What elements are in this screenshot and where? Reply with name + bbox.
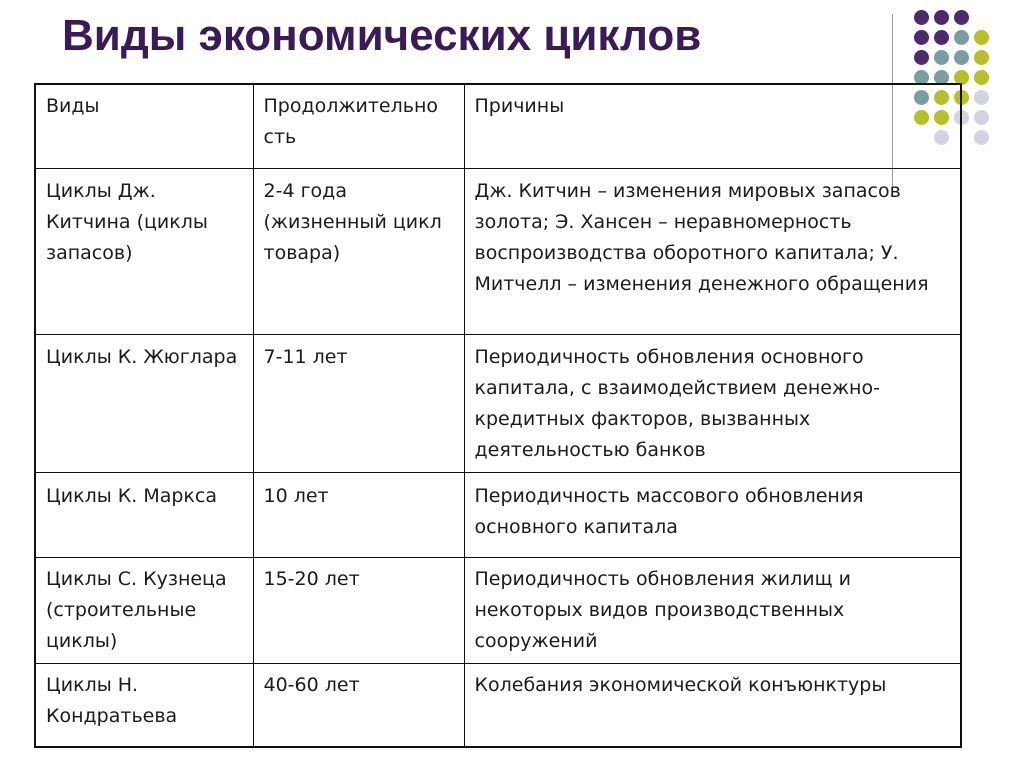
slide-title: Виды экономических циклов [62, 11, 702, 60]
table-row [35, 169, 961, 335]
table-row [35, 473, 961, 558]
decorative-dot [954, 50, 969, 65]
cell-type: Циклы К. Жюглара [35, 335, 253, 473]
cell-causes: Колебания экономической конъюнктуры [464, 664, 961, 748]
decorative-dot [974, 130, 989, 145]
decorative-dot [974, 110, 989, 125]
table-row [35, 664, 961, 748]
header-cell-type: Виды [35, 84, 253, 169]
cell-duration: 40-60 лет [253, 664, 464, 748]
decorative-dot [934, 30, 949, 45]
cell-duration: 15-20 лет [253, 558, 464, 664]
table-row [35, 558, 961, 664]
cell-duration: 7-11 лет [253, 335, 464, 473]
cell-causes: Периодичность массового обновления основного капитала [464, 473, 961, 558]
cell-type: Циклы Н. Кондратьева [35, 664, 253, 748]
cell-duration: 10 лет [253, 473, 464, 558]
cell-causes: Периодичность обновления основного капитала, с взаимодействием денежно-кредитных факторов, вызванных деятельностью банков [464, 335, 961, 473]
decorative-dot [974, 70, 989, 85]
cell-type: Циклы К. Маркса [35, 473, 253, 558]
header-cell-causes: Причины [464, 84, 961, 169]
decorative-dot [934, 50, 949, 65]
cell-type: Циклы С. Кузнеца (строительные циклы) [35, 558, 253, 664]
economic-cycles-table [34, 83, 962, 748]
decorative-dot [934, 10, 949, 25]
cell-causes: Дж. Китчин – изменения мировых запасов золота; Э. Хансен – неравномерность воспроизводства оборотного капитала; У. Митчелл – изменения денежного обращения [464, 169, 961, 335]
table-row [35, 335, 961, 473]
decorative-dot [974, 50, 989, 65]
decorative-dot [954, 10, 969, 25]
decorative-dot [914, 50, 929, 65]
decorative-dot [974, 90, 989, 105]
decorative-dot [974, 30, 989, 45]
decorative-dot [914, 30, 929, 45]
decorative-dot [954, 30, 969, 45]
cell-duration: 2-4 года (жизненный цикл товара) [253, 169, 464, 335]
decorative-dot [914, 10, 929, 25]
cell-causes: Периодичность обновления жилищ и некоторых видов производственных сооружений [464, 558, 961, 664]
cell-type: Циклы Дж. Китчина (циклы запасов) [35, 169, 253, 335]
table-header-row [35, 84, 961, 169]
header-cell-duration: Продолжительно сть [253, 84, 464, 169]
